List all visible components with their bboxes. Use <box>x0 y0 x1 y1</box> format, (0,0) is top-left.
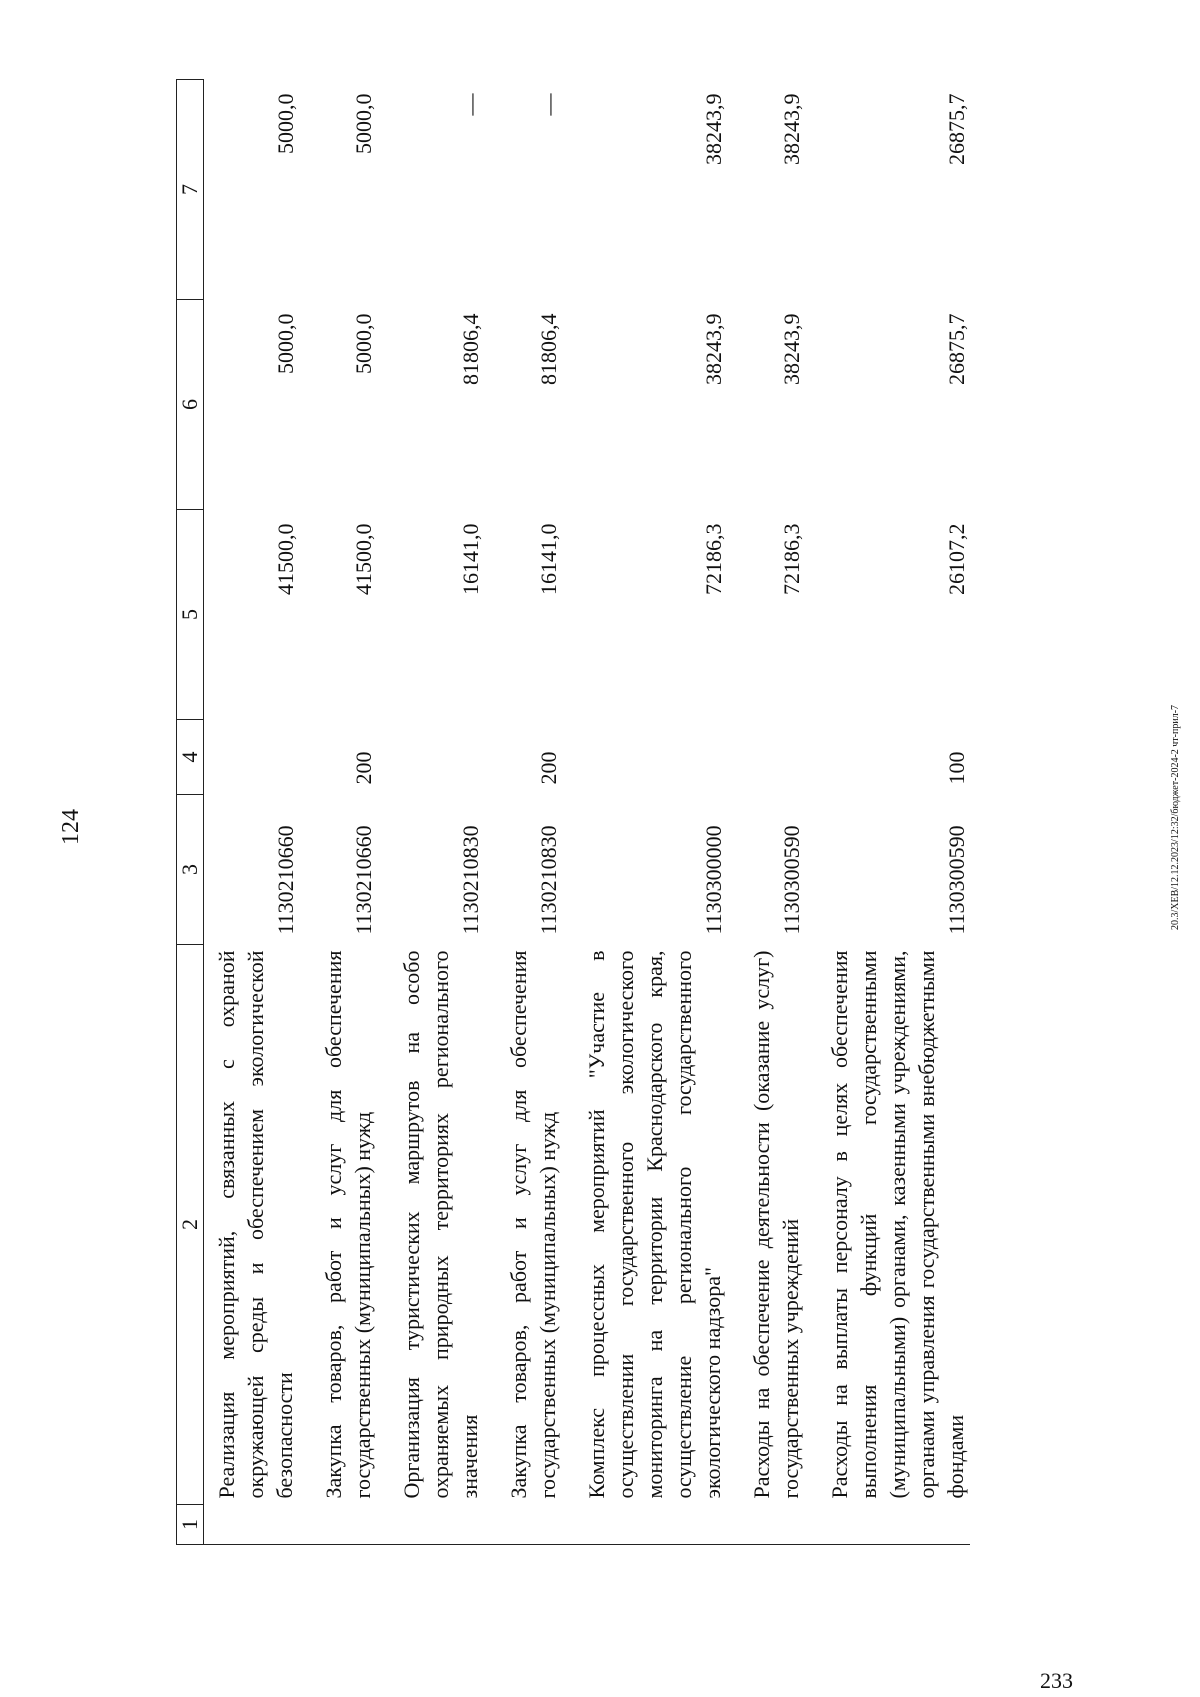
table-cell-value: 26107,2 <box>944 523 969 595</box>
table-row <box>311 80 377 1545</box>
table-cell-code: 1130210830 <box>458 825 483 935</box>
rotated-table-wrapper <box>176 80 1076 1545</box>
table-cell-index <box>817 1505 970 1545</box>
table-cell-vr: 200 <box>351 751 376 785</box>
table-cell-code: 1130300000 <box>701 825 726 935</box>
table-cell-index <box>496 1505 562 1545</box>
table-cell-value: 38243,9 <box>779 93 804 165</box>
table-cell-name: Расходы на обеспечение деятельности (оказание услуг) государственных учреждений <box>749 950 803 1499</box>
column-header: 2 <box>177 945 204 1505</box>
column-header: 7 <box>177 80 204 300</box>
table-cell-value: 81806,4 <box>536 313 561 385</box>
table-cell-vr <box>739 720 805 795</box>
table-cell-index <box>574 1505 727 1545</box>
table-cell-vr <box>204 720 300 795</box>
table-cell-value: 72186,3 <box>779 523 804 595</box>
table-cell-value: — <box>536 93 561 116</box>
table-cell-vr <box>389 720 484 795</box>
table-cell-code: 1130300590 <box>944 825 969 935</box>
table-cell-value: 16141,0 <box>536 523 561 595</box>
table-cell-name: Комплекс процессных мероприятий "Участие в осуществлении государственного экологического мониторинга на территории Краснодарского края, осуществление регионального государственного экологического надзора" <box>584 950 725 1499</box>
table-row <box>574 80 727 1545</box>
table-row <box>817 80 970 1545</box>
table-cell-value: 81806,4 <box>458 313 483 385</box>
table-cell-name: Расходы на выплаты персоналу в целях обеспечения выполнения функций государственными (муниципальными) органами, казенными учреждениями, органами управления государственными внебюджетными фондами <box>827 950 968 1499</box>
column-header: 5 <box>177 510 204 720</box>
page-number: 124 <box>58 809 84 845</box>
table-cell-value: 5000,0 <box>273 313 298 374</box>
table-cell-code: 1130210830 <box>536 825 561 935</box>
table-cell-value: 5000,0 <box>351 93 376 154</box>
table-cell-name: Закупка товаров, работ и услуг для обеспечения государственных (муниципальных) нужд <box>321 950 375 1499</box>
table-cell-code: 1130210660 <box>273 825 298 935</box>
table-cell-value: 16141,0 <box>458 523 483 595</box>
table-cell-index <box>739 1505 805 1545</box>
table-cell-code: 1130300590 <box>779 825 804 935</box>
table-row <box>496 80 562 1545</box>
table-cell-vr: 100 <box>944 751 969 785</box>
budget-table <box>176 79 970 1545</box>
table-cell-value: 5000,0 <box>273 93 298 154</box>
column-header: 1 <box>177 1505 204 1545</box>
table-cell-index <box>311 1505 377 1545</box>
table-cell-name: Закупка товаров, работ и услуг для обеспечения государственных (муниципальных) нужд <box>506 950 560 1499</box>
table-cell-vr <box>574 720 727 795</box>
table-header-row <box>177 80 204 1545</box>
table-row <box>204 80 300 1545</box>
column-header: 3 <box>177 795 204 945</box>
table-cell-value: 38243,9 <box>701 93 726 165</box>
column-header: 6 <box>177 300 204 510</box>
table-cell-code: 1130210660 <box>351 825 376 935</box>
table-cell-value: 26875,7 <box>944 93 969 165</box>
table-cell-value: 41500,0 <box>351 523 376 595</box>
table-cell-value: — <box>458 93 483 116</box>
table-cell-vr: 200 <box>536 751 561 785</box>
table-cell-name: Реализация мероприятий, связанных с охраной окружающей среды и обеспечением экологической безопасности <box>214 950 297 1499</box>
footer-code: 20.3/ХЕВ/12.12.2023/12:32/бюджет-2024-2 чт-прил-7 <box>1170 704 1181 930</box>
table-cell-value: 38243,9 <box>701 313 726 385</box>
table-cell-value: 72186,3 <box>701 523 726 595</box>
table-cell-value: 26875,7 <box>944 313 969 385</box>
table-cell-index <box>204 1505 300 1545</box>
table-cell-index <box>389 1505 484 1545</box>
table-row <box>739 80 805 1545</box>
table-body <box>204 80 971 1545</box>
table-cell-value: 41500,0 <box>273 523 298 595</box>
document-sheet-number: 233 <box>1040 1668 1073 1693</box>
table-cell-name: Организация туристических маршрутов на особо охраняемых природных территориях регионального значения <box>399 950 482 1499</box>
column-header: 4 <box>177 720 204 795</box>
table-cell-value: 38243,9 <box>779 313 804 385</box>
table-row <box>389 80 484 1545</box>
table-cell-value: 5000,0 <box>351 313 376 374</box>
